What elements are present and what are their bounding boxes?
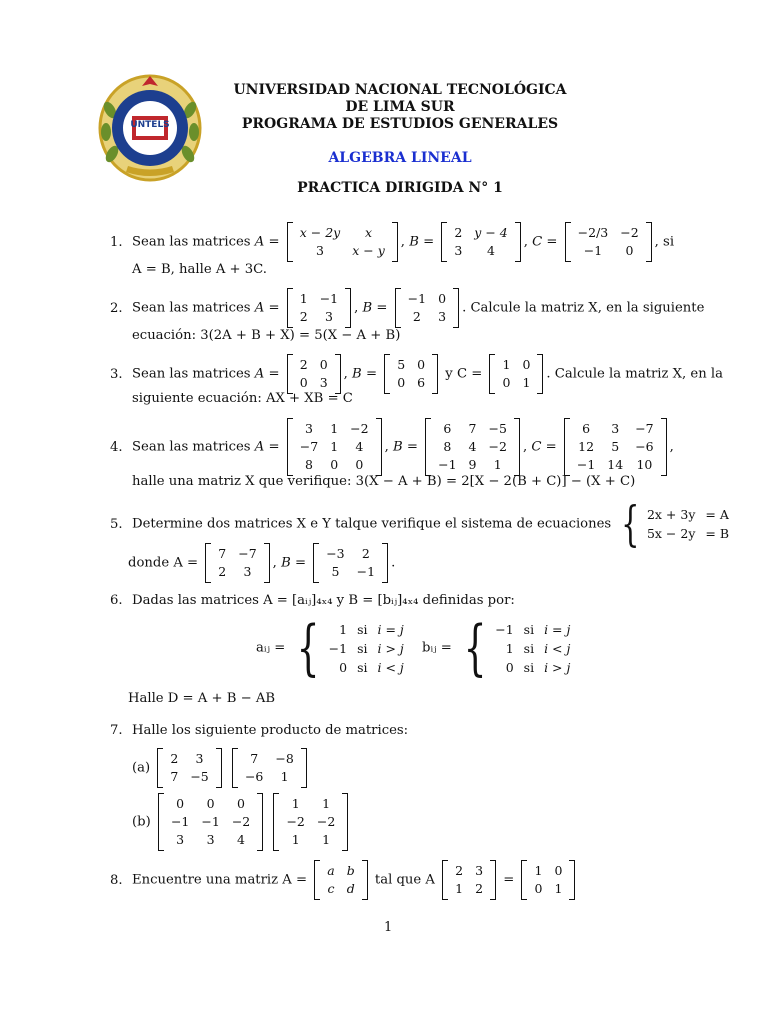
- matrix-cell: 3: [176, 832, 185, 847]
- matrix-cell: 3: [206, 832, 215, 847]
- matrix-cell: 1: [322, 832, 331, 847]
- matrix-cell: 8: [443, 439, 452, 454]
- matrix-cell: 3: [475, 863, 484, 878]
- matrix-cell: −1: [201, 814, 220, 829]
- matrix-cell: 1: [522, 375, 531, 390]
- problem-3: 3. Sean las matrices A = 2 0 0 3 , B = 5 0 0 6 y C = 1 0 0 1 . Calcule la matriz X, en la: [110, 354, 723, 394]
- matrix-cell: 6: [582, 421, 591, 436]
- matrix-cell: 0: [319, 357, 328, 372]
- piecewise-cell: i < j: [544, 640, 571, 656]
- matrix-cell: −8: [275, 751, 294, 766]
- problem-7: 7. Halle los siguiente producto de matrices:: [110, 723, 409, 738]
- matrix-cell: 1: [330, 421, 339, 436]
- matrix-cell: 8: [304, 457, 313, 472]
- page-number: 1: [384, 920, 393, 935]
- p7b-matrix-1: [158, 793, 263, 851]
- matrix-cell: 7: [250, 751, 259, 766]
- matrix-cell: −1: [583, 243, 603, 258]
- matrix-cell: y − 4: [474, 225, 508, 240]
- piecewise-cell: si: [357, 659, 368, 675]
- matrix-cell: −1: [170, 814, 190, 829]
- matrix-cell: 3: [611, 421, 620, 436]
- piecewise-cell: si: [523, 640, 535, 656]
- matrix-cell: 1: [554, 881, 563, 896]
- matrix-cell: 0: [417, 357, 426, 372]
- matrix-cell: 2: [412, 309, 421, 324]
- p6-a-definition: aᵢⱼ = { 1 si i = j −1 si i > j 0 si i < j: [256, 618, 409, 678]
- matrix-cell: −5: [190, 769, 209, 784]
- matrix-cell: 1: [280, 769, 289, 784]
- p3-matrix-b: [384, 354, 438, 394]
- p8-matrix-identity: [521, 860, 575, 900]
- matrix-cell: −7: [635, 421, 654, 436]
- matrix-cell: 0: [522, 357, 531, 372]
- matrix-cell: 1: [330, 439, 339, 454]
- p4-matrix-a: [287, 418, 382, 476]
- matrix-cell: 2: [475, 881, 484, 896]
- matrix-cell: −1: [356, 564, 376, 579]
- piecewise-cell: 1: [339, 621, 348, 637]
- matrix-cell: 2: [299, 357, 308, 372]
- p8-matrix-m: [442, 860, 496, 900]
- university-logo: [96, 70, 204, 182]
- matrix-cell: 2: [170, 751, 179, 766]
- matrix-cell: 4: [468, 439, 477, 454]
- matrix-cell: 1: [322, 796, 331, 811]
- university-city: DE LIMA SUR: [345, 99, 455, 115]
- p1-matrix-b: [441, 222, 520, 262]
- p2-matrix-b: [395, 288, 459, 328]
- matrix-cell: 2: [299, 309, 308, 324]
- piecewise-cell: i > j: [544, 659, 571, 675]
- logo-text: UNTELS: [130, 120, 170, 130]
- matrix-cell: 0: [554, 863, 563, 878]
- problem-6: 6. Dadas las matrices A = [aᵢⱼ]₄ₓ₄ y B = [bᵢⱼ]₄ₓ₄ definidas por:: [110, 593, 515, 608]
- matrix-cell: 2: [455, 863, 464, 878]
- matrix-cell: 0: [355, 457, 364, 472]
- matrix-cell: 3: [454, 243, 463, 258]
- matrix-cell: −1: [319, 291, 339, 306]
- matrix-cell: x − 2y: [299, 225, 341, 240]
- p8-matrix-a: [314, 860, 367, 900]
- piecewise-cell: 0: [505, 659, 514, 675]
- p3-matrix-c: [489, 354, 543, 394]
- matrix-cell: −2: [286, 814, 305, 829]
- p1-matrix-c: [565, 222, 652, 262]
- matrix-cell: 12: [578, 439, 595, 454]
- piecewise-cell: si: [523, 659, 535, 675]
- matrix-cell: 3: [316, 243, 324, 258]
- matrix-cell: 0: [237, 796, 245, 811]
- piecewise-cell: i > j: [377, 640, 404, 656]
- matrix-cell: 5: [331, 564, 340, 579]
- matrix-cell: 1: [299, 291, 308, 306]
- matrix-cell: 14: [607, 457, 624, 472]
- matrix-cell: −1: [576, 457, 596, 472]
- problem-5: 5. Determine dos matrices X e Y talque verifique el sistema de ecuaciones { 2x + 3y = A 5x − 2y = B: [110, 500, 734, 548]
- p1-matrix-a: [287, 222, 398, 262]
- problem-2: 2. Sean las matrices A = 1 −1 2 3 , B = −1 0 2 3 . Calcule la matriz X, en la siguiente: [110, 288, 704, 328]
- practice-title: PRACTICA DIRIGIDA N° 1: [297, 180, 503, 196]
- matrix-cell: 3: [438, 309, 447, 324]
- matrix-cell: 3: [319, 375, 328, 390]
- matrix-cell: −2: [350, 421, 369, 436]
- p2-matrix-a: [287, 288, 351, 328]
- matrix-cell: 0: [502, 375, 511, 390]
- matrix-cell: 3: [195, 751, 204, 766]
- matrix-cell: −2: [316, 814, 336, 829]
- matrix-cell: 0: [330, 457, 339, 472]
- matrix-cell: −7: [299, 439, 319, 454]
- problem-4: 4. Sean las matrices A = 3 1 −2 −7 1 4 8 0 0 , B = 6 7 −5 8 4 −2 −1 9 1 , C = 6 3 −7 12 5 −6 −1 14 10 ,: [110, 418, 674, 476]
- matrix-cell: 7: [170, 769, 179, 784]
- matrix-cell: 0: [397, 375, 406, 390]
- problem-1: 1. Sean las matrices A = x − 2y x 3 x − y , B = 2 y − 4 3 4 , C = −2/3 −2 −1 0 , si: [110, 222, 674, 262]
- matrix-cell: 2: [454, 225, 463, 240]
- matrix-cell: 3: [324, 309, 333, 324]
- matrix-cell: x − y: [352, 243, 385, 258]
- matrix-cell: 3: [304, 421, 313, 436]
- matrix-cell: −1: [407, 291, 427, 306]
- p4-matrix-c: [564, 418, 667, 476]
- matrix-cell: 6: [417, 375, 426, 390]
- matrix-cell: −6: [635, 439, 654, 454]
- problem-1-line2: A = B, halle A + 3C.: [132, 262, 267, 277]
- matrix-cell: 10: [636, 457, 653, 472]
- matrix-cell: b: [346, 863, 355, 878]
- matrix-cell: 1: [493, 457, 502, 472]
- matrix-cell: 0: [534, 881, 543, 896]
- matrix-cell: a: [327, 863, 335, 878]
- matrix-cell: 5: [397, 357, 406, 372]
- matrix-cell: −2: [488, 439, 507, 454]
- matrix-cell: −2: [620, 225, 639, 240]
- p5-matrix-b: [313, 543, 388, 583]
- piecewise-cell: −1: [328, 640, 348, 656]
- p7a-matrix-1: [157, 748, 221, 788]
- problem-4-line2: halle una matriz X que verifique: 3(X − A + B) = 2[X − 2(B + C)] − (X + C): [132, 474, 636, 489]
- matrix-cell: 7: [468, 421, 477, 436]
- matrix-cell: 4: [237, 832, 245, 847]
- matrix-cell: 1: [502, 357, 511, 372]
- p6-b-definition: bᵢⱼ = { −1 si i = j 1 si i < j 0 si i > j: [422, 618, 575, 678]
- matrix-cell: 7: [218, 546, 227, 561]
- matrix-cell: −1: [438, 457, 457, 472]
- piecewise-cell: i = j: [544, 621, 571, 637]
- problem-7a: (a) 2 3 7 −5 7 −8 −6 1: [132, 748, 310, 788]
- p5-equation-system: { 2x + 3y = A 5x − 2y = B: [621, 496, 730, 552]
- p4-matrix-b: [425, 418, 520, 476]
- matrix-cell: 0: [625, 243, 634, 258]
- matrix-cell: 1: [534, 863, 543, 878]
- university-name: UNIVERSIDAD NACIONAL TECNOLÓGICA: [233, 82, 567, 98]
- matrix-cell: d: [346, 881, 355, 896]
- piecewise-cell: −1: [495, 621, 514, 637]
- problem-5-line2: donde A = 7 −7 2 3 , B = −3 2 5 −1 .: [128, 543, 395, 583]
- matrix-cell: c: [327, 881, 335, 896]
- matrix-cell: 0: [438, 291, 447, 306]
- course-title: ALGEBRA LINEAL: [328, 150, 472, 166]
- p5-matrix-a: [205, 543, 269, 583]
- matrix-cell: −2: [231, 814, 251, 829]
- matrix-cell: −7: [238, 546, 257, 561]
- piecewise-cell: 0: [339, 659, 348, 675]
- matrix-cell: −3: [326, 546, 345, 561]
- matrix-cell: −6: [244, 769, 264, 784]
- matrix-cell: 9: [468, 457, 477, 472]
- matrix-cell: 4: [355, 439, 364, 454]
- program-name: PROGRAMA DE ESTUDIOS GENERALES: [241, 116, 559, 132]
- matrix-cell: 5: [611, 439, 620, 454]
- matrix-cell: 1: [291, 832, 300, 847]
- p3-matrix-a: [287, 354, 341, 394]
- matrix-cell: 0: [206, 796, 215, 811]
- matrix-cell: x: [364, 225, 373, 240]
- matrix-cell: 2: [361, 546, 370, 561]
- matrix-cell: 3: [243, 564, 252, 579]
- problem-3-line2: siguiente ecuación: AX + XB = C: [132, 391, 353, 406]
- matrix-cell: 2: [218, 564, 227, 579]
- piecewise-cell: si: [523, 621, 535, 637]
- piecewise-cell: si: [357, 621, 368, 637]
- problem-2-line2: ecuación: 3(2A + B + X) = 5(X − A + B): [132, 328, 401, 343]
- matrix-cell: 1: [455, 881, 464, 896]
- piecewise-cell: si: [357, 640, 368, 656]
- matrix-cell: 1: [291, 796, 300, 811]
- matrix-cell: −5: [488, 421, 507, 436]
- piecewise-cell: i < j: [377, 659, 404, 675]
- p7b-matrix-2: [273, 793, 348, 851]
- piecewise-cell: 1: [505, 640, 514, 656]
- problem-8: 8. Encuentre una matriz A = a b c d tal que A 2 3 1 2 = 1 0 0 1: [110, 860, 578, 900]
- matrix-cell: 0: [299, 375, 308, 390]
- matrix-cell: −2/3: [577, 225, 609, 240]
- matrix-cell: 0: [176, 796, 185, 811]
- problem-7b: (b) 0 0 0 −1 −1 −2 3 3 4 1 1 −2 −2 1 1: [132, 793, 351, 851]
- p7a-matrix-2: [232, 748, 307, 788]
- piecewise-cell: i = j: [377, 621, 404, 637]
- p6-question: Halle D = A + B − AB: [128, 691, 276, 706]
- matrix-cell: 4: [487, 243, 495, 258]
- matrix-cell: 6: [443, 421, 452, 436]
